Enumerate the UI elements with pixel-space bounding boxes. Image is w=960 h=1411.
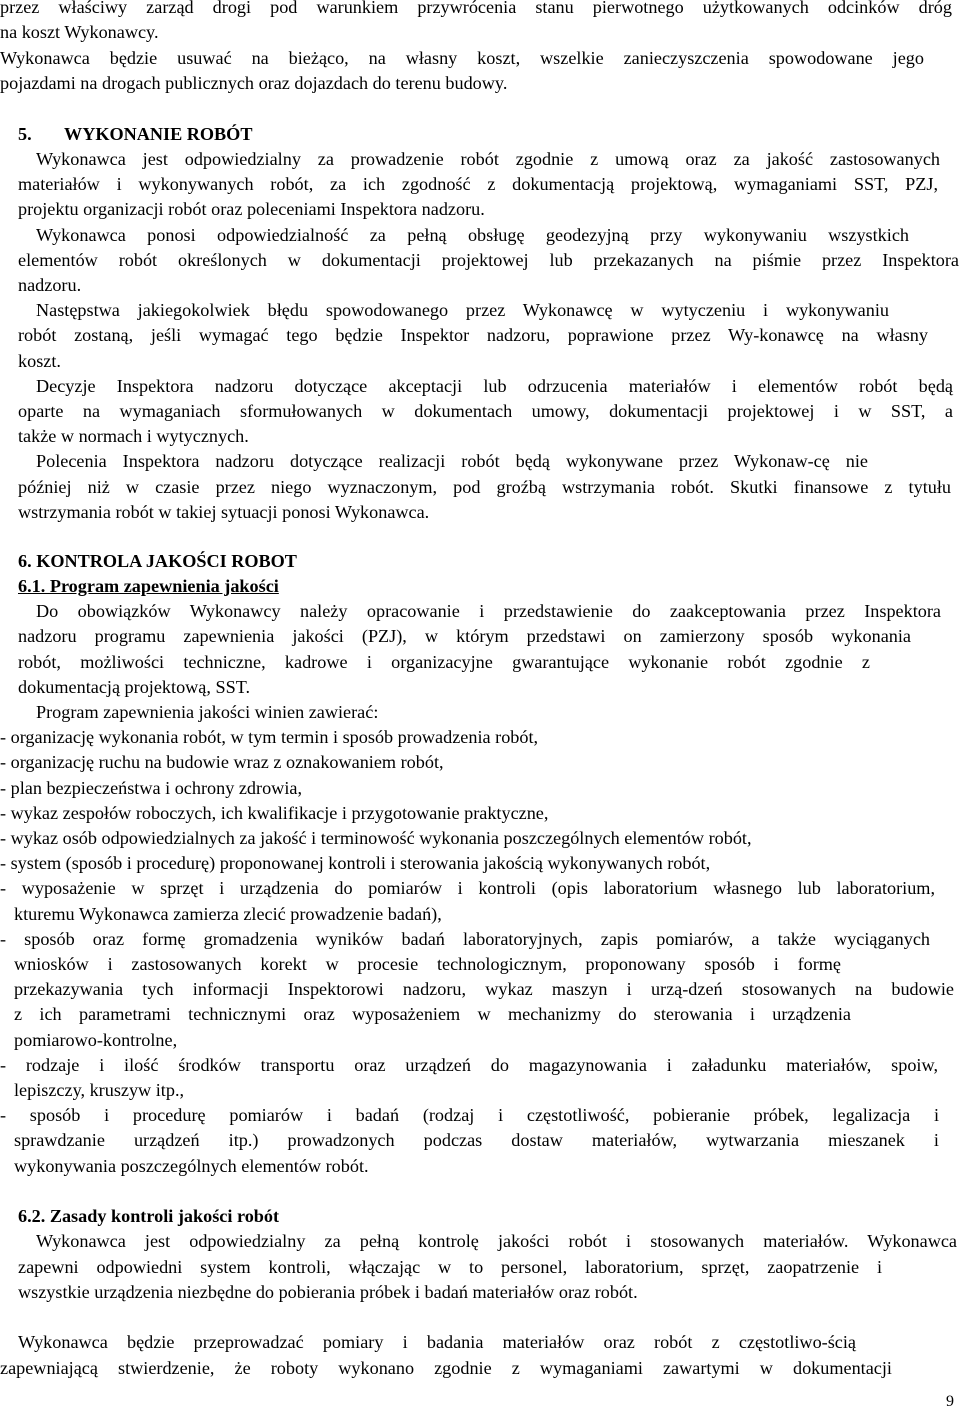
list-item-continuation: sprawdzanie urządzeń itp.) prowadzonych podczas dostaw materiałów, wytwarzania mieszanek i — [14, 1130, 939, 1150]
section-heading: 6. KONTROLA JAKOŚCI ROBOT — [18, 551, 297, 571]
paragraph-line: Program zapewnienia jakości winien zawierać: — [36, 702, 379, 722]
paragraph-line: Do obowiązków Wykonawcy należy opracowanie i przedstawienie do zaakceptowania przez Inspektora — [36, 601, 941, 621]
intro-line: Wykonawca będzie usuwać na bieżąco, na własny koszt, wszelkie zanieczyszczenia spowodowane jego — [0, 48, 924, 68]
paragraph-line: robót zostaną, jeśli wymagać tego będzie Inspektor nadzoru, poprawione przez Wy-konawcę na własny — [18, 325, 928, 345]
paragraph-line: Wykonawca ponosi odpowiedzialność za pełną obsługę geodezyjną przy wykonywaniu wszystkich — [36, 225, 909, 245]
paragraph-line: projektu organizacji robót oraz poleceniami Inspektora nadzoru. — [18, 199, 485, 219]
list-item-continuation: lepiszczy, kruszyw itp., — [14, 1080, 185, 1100]
list-item: - rodzaje i ilość środków transportu oraz urządzeń do magazynowania i załadunku materiałów, spoiw, — [0, 1055, 938, 1075]
list-item: - sposób i procedurę pomiarów i badań (rodzaj i częstotliwość, pobieranie próbek, legalizacja i — [0, 1105, 939, 1125]
list-item-continuation: przekazywania tych informacji Inspektorowi nadzoru, wykaz maszyn i urzą-dzeń stosowanych na budowie — [14, 979, 954, 999]
paragraph-line: Polecenia Inspektora nadzoru dotyczące realizacji robót będą wykonywane przez Wykonaw-cę nie — [36, 451, 868, 471]
list-item: - wyposażenie w sprzęt i urządzenia do pomiarów i kontroli (opis laboratorium własnego lub laboratorium, — [0, 878, 935, 898]
paragraph-line: oparte na wymaganiach sformułowanych w dokumentach umowy, dokumentacji projektowej i w SST, a — [18, 401, 953, 421]
subsection-heading: 6.1. Program zapewnienia jakości — [18, 576, 279, 596]
section-number: 5. — [18, 124, 32, 144]
paragraph-line: Wykonawca jest odpowiedzialny za pełną kontrolę jakości robót i stosowanych materiałów. Wykonawca — [36, 1231, 957, 1251]
paragraph-line: także w normach i wytycznych. — [18, 426, 249, 446]
paragraph-line: Decyzje Inspektora nadzoru dotyczące akceptacji lub odrzucenia materiałów i elementów robót będą — [36, 376, 953, 396]
paragraph-line: Następstwa jakiegokolwiek błędu spowodowanego przez Wykonawcę w wytyczeniu i wykonywaniu — [36, 300, 889, 320]
list-item: - wykaz osób odpowiedzialnych za jakość i terminowość wykonania poszczególnych elementów robót, — [0, 828, 752, 848]
section-heading: WYKONANIE ROBÓT — [64, 124, 253, 144]
paragraph-line: wstrzymania robót w takiej sytuacji ponosi Wykonawca. — [18, 502, 430, 522]
page-number: 9 — [946, 1393, 954, 1410]
paragraph-line: elementów robót określonych w dokumentacji projektowej lub przekazanych na piśmie przez Inspektora — [18, 250, 959, 270]
paragraph-line: Wykonawca będzie przeprowadzać pomiary i badania materiałów oraz robót z częstotliwo-ścią — [18, 1332, 856, 1352]
intro-line: na koszt Wykonawcy. — [0, 22, 159, 42]
list-item-continuation: kturemu Wykonawca zamierza zlecić prowadzenie badań), — [14, 904, 442, 924]
list-item-continuation: wniosków i zastosowanych korekt w procesie technologicznym, proponowany sposób i formę — [14, 954, 841, 974]
list-item-continuation: wykonywania poszczególnych elementów robót. — [14, 1156, 369, 1176]
list-item: - plan bezpieczeństwa i ochrony zdrowia, — [0, 778, 302, 798]
paragraph-line: nadzoru. — [18, 275, 82, 295]
paragraph-line: nadzoru programu zapewnienia jakości (PZJ), w którym przedstawi on zamierzony sposób wykonania — [18, 626, 911, 646]
paragraph-line: koszt. — [18, 351, 61, 371]
list-item: - system (sposób i procedurę) proponowanej kontroli i sterowania jakością wykonywanych robót, — [0, 853, 711, 873]
list-item-continuation: pomiarowo-kontrolne, — [14, 1030, 178, 1050]
paragraph-line: zapewniającą stwierdzenie, że roboty wykonano zgodnie z wymaganiami zawartymi w dokumentacji — [0, 1358, 892, 1378]
paragraph-line: robót, możliwości techniczne, kadrowe i organizacyjne gwarantujące wykonanie robót zgodnie z — [18, 652, 870, 672]
paragraph-line: później niż w czasie przez niego wyznaczonym, pod groźbą wstrzymania robót. Skutki finansowe z tytułu — [18, 477, 951, 497]
paragraph-line: zapewni odpowiedni system kontroli, włączając w to personel, laboratorium, sprzęt, zaopatrzenie i — [18, 1257, 882, 1277]
list-item: - organizację ruchu na budowie wraz z oznakowaniem robót, — [0, 752, 444, 772]
paragraph-line: Wykonawca jest odpowiedzialny za prowadzenie robót zgodnie z umową oraz za jakość zastosowanych — [36, 149, 940, 169]
list-item: - organizację wykonania robót, w tym termin i sposób prowadzenia robót, — [0, 727, 539, 747]
list-item: - sposób oraz formę gromadzenia wyników badań laboratoryjnych, zapis pomiarów, a także wyciąganych — [0, 929, 930, 949]
intro-line: przez właściwy zarząd drogi pod warunkiem przywrócenia stanu pierwotnego użytkowanych odcinków dróg — [0, 0, 952, 17]
subsection-heading: 6.2. Zasady kontroli jakości robót — [18, 1206, 280, 1226]
list-item-continuation: z ich parametrami technicznymi oraz wyposażeniem w mechanizmy do sterowania i urządzenia — [14, 1004, 851, 1024]
paragraph-line: materiałów i wykonywanych robót, za ich zgodność z dokumentacją projektową, wymaganiami SST, PZJ, — [18, 174, 938, 194]
list-item: - wykaz zespołów roboczych, ich kwalifikacje i przygotowanie praktyczne, — [0, 803, 549, 823]
intro-line: pojazdami na drogach publicznych oraz dojazdach do terenu budowy. — [0, 73, 508, 93]
paragraph-line: wszystkie urządzenia niezbędne do pobierania próbek i badań materiałów oraz robót. — [18, 1282, 638, 1302]
paragraph-line: dokumentacją projektową, SST. — [18, 677, 251, 697]
